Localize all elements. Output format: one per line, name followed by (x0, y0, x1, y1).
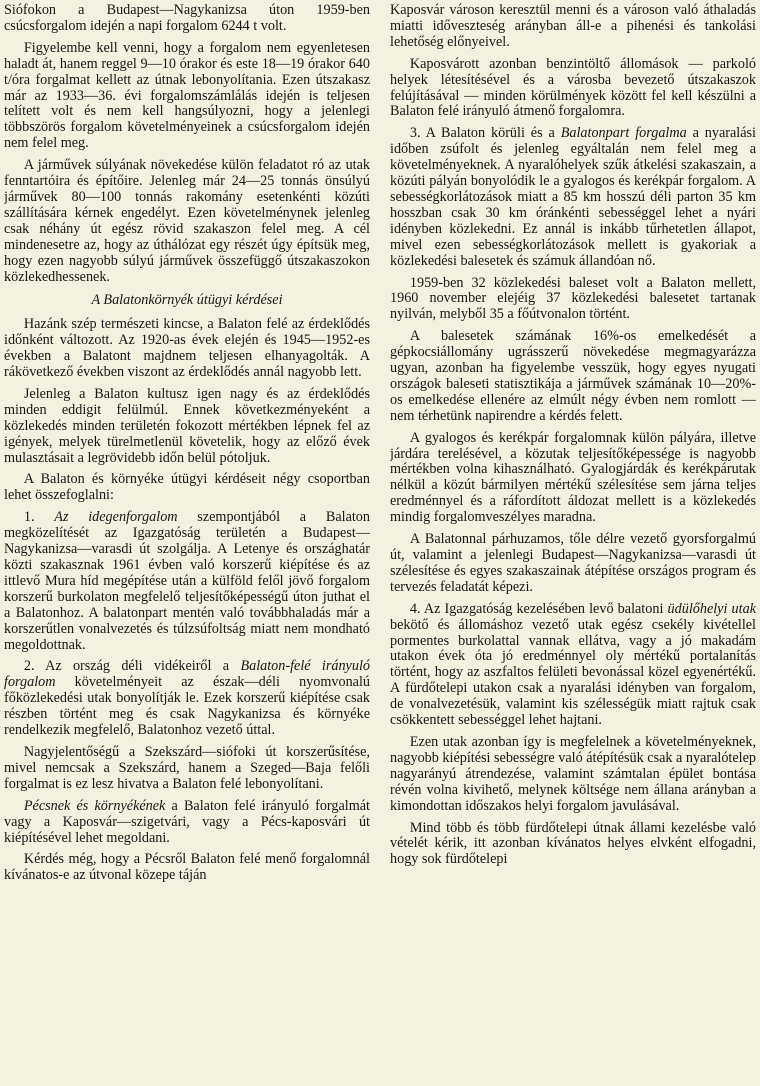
text-run: követelményeit az észak—déli nyomvonalú főközlekedési utak bonyolítják le. Ezek korszerű kiépítése csak részben történt meg és csak Nagykanizsa és környéke rendelkezik megfelelő, Balatonhoz vezető úttal. (4, 674, 370, 739)
text-run: 3. A Balaton körüli és a (409, 125, 561, 142)
paragraph: Ezen utak azonban így is megfelelnek a követelményeknek, nagyobb kiépítési sebességre való átépítésük csak a nyaralótelep nagyarányú átrendezése, valamint számtalan épület bontása révén volna kivihető, melynek költsége nem állana arányban a kimondottan időszakos helyi forgalom javulásával. (390, 733, 756, 814)
paragraph: A Balatonnal párhuzamos, tőle délre vezető gyorsforgalmú út, valamint a jelenlegi Budapest—Nagykanizsa—varasdi út szélesítése és egyes szakaszainak átépítése országos program és tervezés feladatát képezi. (390, 531, 756, 595)
paragraph: Hazánk szép természeti kincse, a Balaton felé az érdeklődés időnként változott. Az 1920-as évek elején és 1945—1952-es években a Balatont majdnem teljesen elhanyagolták. A rákövetkező években viszont az érdeklődés annál nagyobb lett. (4, 316, 370, 381)
paragraph (4, 659, 370, 739)
text-run: 4. Az Igazgatóság kezelésében levő balatoni (409, 600, 668, 617)
paragraph: Kaposvárott azonban benzintöltő állomások — parkoló helyek létesítésével és a városba bevezető útszakaszok felújításával — minden körülmények között fel kell készülni a Balaton felé irányuló átmenő forgalomra. (390, 55, 756, 120)
emphasis: Balaton-felé irányuló forgalom (4, 658, 370, 691)
paragraph (390, 126, 756, 269)
paragraph: Jelenleg a Balaton kultusz igen nagy és az érdeklődés minden eddigit felülmúl. Ennek következményeként a közlekedés minden területén fokozott mértékben lépnek fel az igények, melyek türelmetlenül követelik, hogy az előző évek mulasztásait a legrövidebb időn belül pótoljuk. (4, 385, 370, 466)
paragraph: Kaposvár városon keresztül menni és a városon való áthaladás miatti időveszteség arányban áll-e a pihenési és tankolási lehetőség előnyeivel. (390, 3, 756, 50)
text-run: 1. (23, 509, 55, 526)
emphasis: Balatonpart forgalma (560, 125, 687, 142)
paragraph (390, 602, 756, 729)
emphasis: üdülőhelyi utak (667, 600, 756, 617)
text-run: a nyaralási időben zsúfolt és jelenleg egyáltalán nem felel meg a követelményeknek. A nyaralóhelyek szűk átkelési szakaszain, a közúti pályán bonyolódik le a gyalogos és kerékpár forgalom. A sebességkorlátozások miatt a 85 km hosszú déli parton 35 km hosszban csak 30 km óránkénti sebességgel lehet a nyári idényben közlekedni. Ez annál is inkább tűrhetetlen állapot, mivel ezen sebességkorlátozások mellett is gyakoriak a közlekedési balesetek és számuk állandóan nő. (390, 125, 756, 269)
paragraph: Mind több és több fürdőtelepi útnak állami kezelésbe való vételét kérik, itt azonban kívánatos helyes elvként elfogadni, hogy sok fürdőtelepi (390, 819, 756, 868)
paragraph: A Balaton és környéke útügyi kérdéseit négy csoportban lehet összefoglalni: (4, 471, 370, 504)
paragraph: A járművek súlyának növekedése külön feladatot ró az utak fenntartóira és építőire. Jelenleg már 24—25 tonnás önsúlyú járművek 80—100 tonnás rakomány esetenkénti közúti szállítására kérnek engedélyt. Ezen követelménynek jelenleg csak néhány út egész rövid szakaszon felel meg. A cél mindenesetre az, hogy az úthálózat egy részét úgy építsük meg, hogy ezen nagyobb súlyú járművek összefüggő útszakaszokon közlekedhessenek. (4, 157, 370, 285)
section-heading: A Balatonkörnyék útügyi kérdései (91, 292, 283, 309)
emphasis: Az idegenforgalom (54, 509, 178, 526)
paragraph: 1959-ben 32 közlekedési baleset volt a Balaton mellett, 1960 november elejéig 37 közlekedési balesetet tartanak nyilván, melyből 35 a főútvonalon történt. (390, 274, 756, 323)
text-run: bekötő és állomáshoz vezető utak egész csekély kivétellel pormentes burkolattal vannak ellátva, vagy a jó makadám utakon évek óta jó eredménnyel oly mértékű portalanítás történt, hogy az aszfaltos felületi bevonással közel egyenértékű. A fürdőtelepi utakon csak a nyaralási idényben van forgalom, de vonalvezetésük, valamint kis szélességük miatt rajtuk csak csökkentett sebességgel lehet hajtani. (390, 616, 756, 729)
text-run: a Balaton felé irányuló forgalmát vagy a Kaposvár—szigetvári, vagy a Pécs-kaposvári út kiépítésével lehet megoldani. (4, 797, 370, 846)
paragraph (4, 510, 370, 653)
text-run: szempontjából a Balaton megközelítését az Igazgatóság területén a Budapest—Nagykanizsa—varasdi út szolgálja. A Letenye és országhatár közti szakasznak 1961 évben való korszerű kiépítése és az ittlevő Mura híd megépítése után a külföld felől jövő forgalom korszerű burkolaton megfelelő teljesítőképességű úton juthat el a Balatonhoz. A balatonpart mentén való továbbhaladás már a korszerűtlen vonalvezetés és túlzsúfoltság miatt nem mondható megoldottnak. (4, 509, 370, 653)
paragraph: Nagyjelentőségű a Szekszárd—siófoki út korszerűsítése, mivel nemcsak a Szekszárd, hanem a Szeged—Baja felőli forgalmat is ez lesz hivatva a Balaton felé lebonyolítani. (4, 743, 370, 792)
paragraph: Figyelembe kell venni, hogy a forgalom nem egyenletesen haladt át, hanem reggel 9—10 órakor és este 18—19 órakor 640 t/óra forgalmat kellett az útnak lebonyolítania. Ezen útszakasz már az 1933—36. évi forgalomszámlálás idején is teljesen telített volt és nem kell hangsúlyozni, hogy a jelenlegi többszörös forgalom követelményeinek a csúcsforgalom idején nem felel meg. (4, 39, 370, 152)
paragraph: A balesetek számának 16%-os emelkedését a gépkocsiállomány ugrásszerű növekedése megmagyarázza ugyan, azonban ha figyelembe vesszük, hogy egyes nyugati országok baleseti statisztikája a járművek számának 10—20%-os emelkedése ellenére az elmúlt négy évben nem romlott — nem térhetünk napirendre a kérdés felett. (390, 328, 756, 424)
paragraph (4, 799, 370, 847)
paragraph: Siófokon a Budapest—Nagykanizsa úton 1959-ben csúcsforgalom idején a napi forgalom 6244 t volt. (4, 3, 370, 34)
paragraph: A gyalogos és kerékpár forgalomnak külön pályára, illetve járdára terelésével, a közutak teljesítőképessége is nagyobb mértékben volna kihasználható. Gyalogjárdák és kerékpárutak nélkül a közút bármilyen mértékű szélesítése sem járna teljes eredménnyel és a ráfordított áldozat mellett is a közlekedés mindig forgalomveszélyes maradna. (390, 429, 756, 526)
emphasis: Pécsnek és környékének (23, 797, 166, 814)
right-column (390, 3, 756, 1086)
paragraph: Kérdés még, hogy a Pécsről Balaton felé menő forgalomnál kívánatos-e az útvonal közepe táján (4, 851, 370, 884)
text-run: 2. Az ország déli vidékeiről a (23, 658, 241, 675)
left-column (4, 3, 370, 1086)
